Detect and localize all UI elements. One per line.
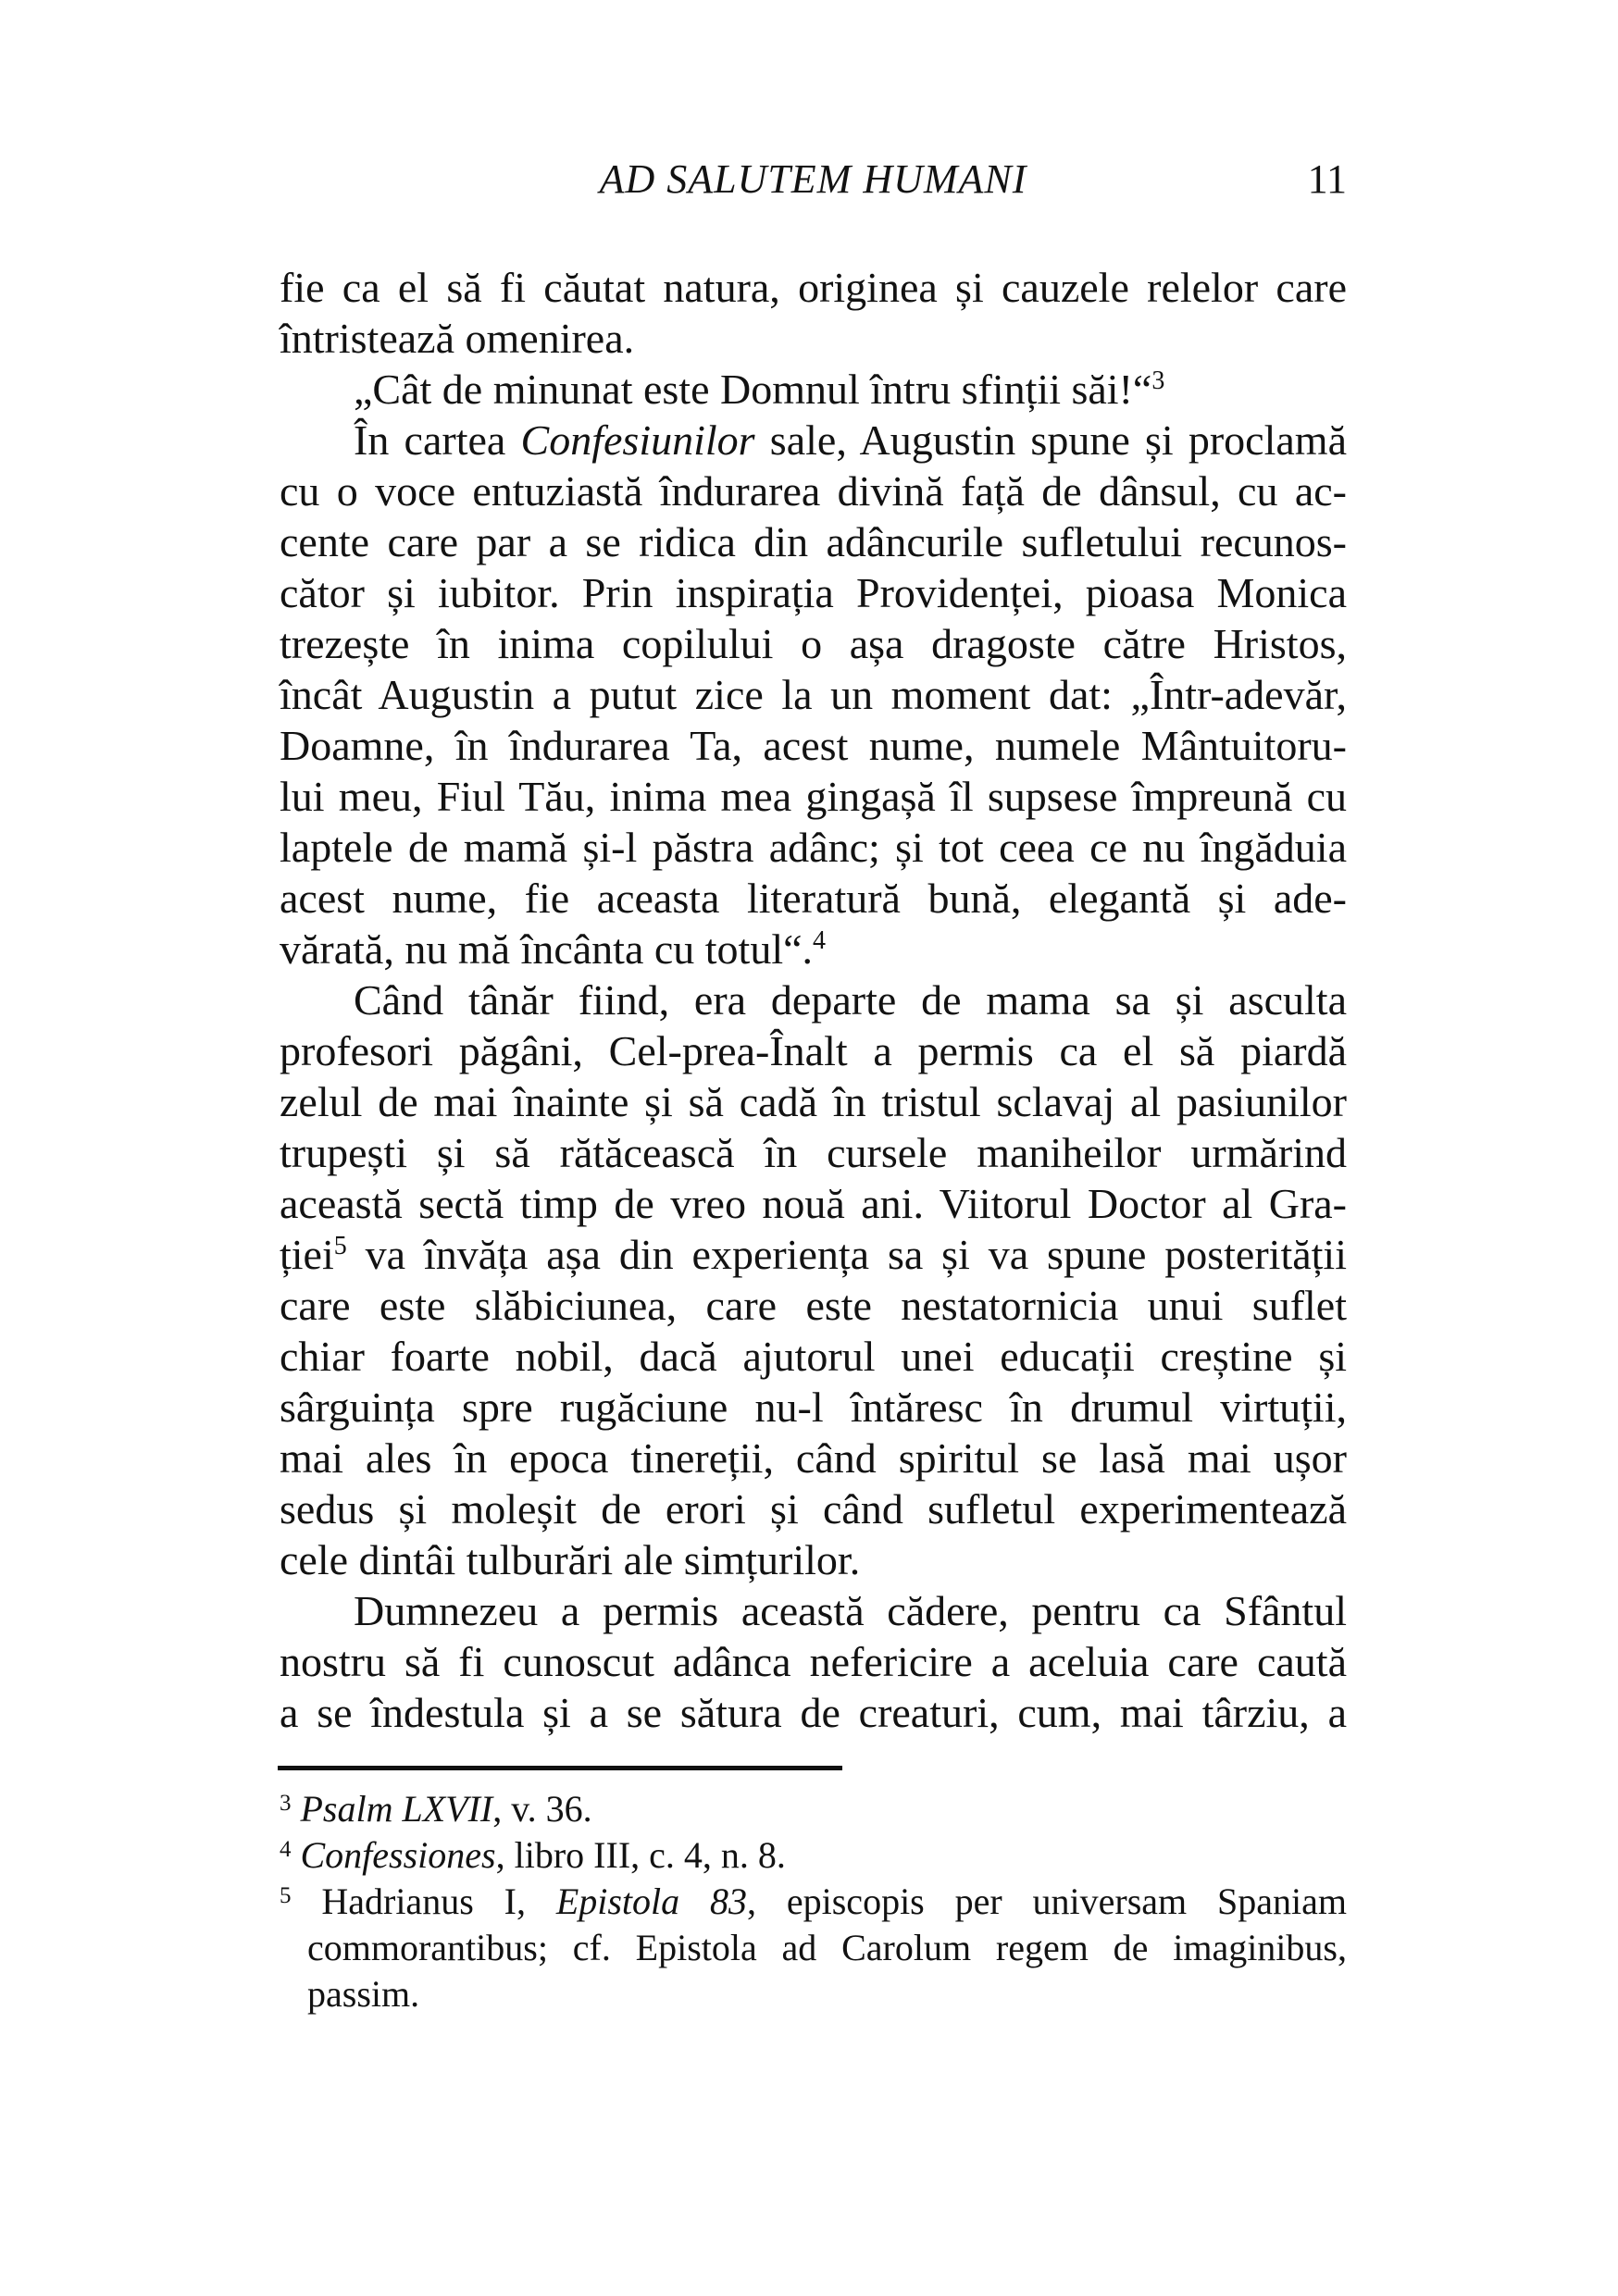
- text-segment: această sectă timp de vreo nouă ani. Viitorul Doctor al Gra-: [280, 1180, 1347, 1227]
- text-segment: încât Augustin a putut zice la un moment dat: „Într-adevăr,: [280, 671, 1347, 718]
- text-line: [280, 720, 1347, 771]
- text-line: [280, 1076, 1347, 1127]
- superscript-note-marker: 3: [1151, 366, 1165, 395]
- text-segment: În cartea: [354, 416, 521, 464]
- page-number: 11: [1307, 156, 1347, 202]
- text-line: [280, 1127, 1347, 1178]
- superscript-note-marker: 5: [280, 1883, 292, 1908]
- text-segment: zelul de mai înainte și să cadă în tristul sclavaj al pasiunilor: [280, 1078, 1347, 1125]
- text-line: [280, 1280, 1347, 1331]
- superscript-note-marker: 4: [813, 926, 827, 955]
- text-line: [280, 1483, 1347, 1534]
- text-segment: Dumnezeu a permis această cădere, pentru ca Sfântul: [354, 1587, 1347, 1634]
- footnote-separator: [278, 1766, 842, 1770]
- superscript-note-marker: 4: [280, 1837, 292, 1862]
- page-header: [280, 155, 1347, 204]
- text-segment: sale, Augustin spune și proclamă: [754, 416, 1347, 464]
- text-segment: fie ca el să fi căutat natura, originea și cauzele relelor care: [280, 264, 1347, 311]
- text-line: [280, 313, 1347, 364]
- text-segment: chiar foarte nobil, dacă ajutorul unei educații creștine și: [280, 1333, 1347, 1380]
- text-line: [280, 1433, 1347, 1483]
- text-line: [280, 873, 1347, 924]
- text-segment: Hadrianus I,: [291, 1880, 556, 1922]
- text-line: [280, 415, 1347, 465]
- text-segment: Doamne, în îndurarea Ta, acest nume, numele Mântuitoru-: [280, 722, 1347, 769]
- text-segment: ției: [280, 1231, 334, 1278]
- text-segment: „Cât de minunat este Domnul întru sfinții săi!“: [354, 366, 1152, 413]
- text-line: [280, 516, 1347, 567]
- text-segment: mai ales în epoca tinereții, când spiritul se lasă mai ușor: [280, 1434, 1347, 1482]
- text-line: [280, 924, 1347, 974]
- text-line: [280, 1229, 1347, 1280]
- running-title: AD SALUTEM HUMANI: [599, 156, 1027, 202]
- text-segment: Confessiones: [300, 1834, 496, 1876]
- text-segment: Psalm LXVII: [300, 1788, 493, 1830]
- text-line: [280, 262, 1347, 313]
- text-segment: sârguința spre rugăciune nu-l întăresc în drumul virtuții,: [280, 1384, 1347, 1431]
- text-line: [280, 465, 1347, 516]
- text-line: [280, 1534, 1347, 1585]
- text-line: [280, 1786, 1347, 1832]
- text-segment: [292, 1788, 301, 1830]
- text-segment: vărată, nu mă încânta cu totul“.: [280, 925, 814, 973]
- text-segment: passim.: [307, 1973, 420, 2015]
- text-segment: cător și iubitor. Prin inspirația Providenței, pioasa Monica: [280, 569, 1347, 616]
- text-line: [280, 1585, 1347, 1636]
- text-line: [280, 364, 1347, 415]
- text-segment: Epistola 83: [555, 1880, 748, 1922]
- superscript-note-marker: 5: [333, 1232, 347, 1260]
- text-segment: acest nume, fie aceasta literatură bună, elegantă și ade-: [280, 875, 1347, 922]
- body-text: [280, 262, 1347, 1738]
- text-line: [280, 1382, 1347, 1433]
- text-segment: cele dintâi tulburări ale simțurilor.: [280, 1536, 861, 1583]
- text-line: [280, 1331, 1347, 1382]
- text-segment: commorantibus; cf. Epistola ad Carolum regem de imaginibus,: [307, 1927, 1347, 1968]
- text-segment: lui meu, Fiul Tău, inima mea gingașă îl supsese împreună cu: [280, 773, 1347, 820]
- text-line: [280, 669, 1347, 720]
- text-segment: a se îndestula și a se sătura de creaturi, cum, mai târziu, a: [280, 1689, 1347, 1736]
- text-segment: laptele de mamă și-l păstra adânc; și tot ceea ce nu îngăduia: [280, 824, 1347, 871]
- text-line: [280, 1687, 1347, 1738]
- text-segment: [292, 1834, 301, 1876]
- text-line: [280, 1025, 1347, 1076]
- text-line: [280, 974, 1347, 1025]
- text-line: [280, 618, 1347, 669]
- text-line: [280, 1925, 1347, 1971]
- text-segment: profesori păgâni, Cel-prea-Înalt a permis ca el să piardă: [280, 1027, 1347, 1074]
- text-segment: nostru să fi cunoscut adânca nefericire a aceluia care caută: [280, 1638, 1347, 1685]
- text-line: [280, 1971, 1347, 2017]
- text-segment: va învăța așa din experiența sa și va spune posterității: [346, 1231, 1347, 1278]
- text-segment: întristează omenirea.: [280, 315, 635, 362]
- text-segment: trupești și să rătăcească în cursele maniheilor urmărind: [280, 1129, 1347, 1176]
- text-line: [280, 1178, 1347, 1229]
- text-segment: , libro III, c. 4, n. 8.: [495, 1834, 786, 1876]
- footnotes: [280, 1786, 1347, 2017]
- text-segment: , v. 36.: [492, 1788, 592, 1830]
- text-line: [280, 1636, 1347, 1687]
- text-segment: Confesiunilor: [520, 416, 755, 464]
- text-segment: sedus și moleșit de erori și când sufletul experimentează: [280, 1485, 1347, 1533]
- text-line: [280, 1879, 1347, 1925]
- text-segment: cente care par a se ridica din adâncurile sufletului recunos-: [280, 518, 1347, 565]
- text-line: [280, 771, 1347, 822]
- text-line: [280, 567, 1347, 618]
- superscript-note-marker: 3: [280, 1791, 292, 1816]
- text-segment: trezește în inima copilului o așa dragoste către Hristos,: [280, 620, 1347, 667]
- text-segment: cu o voce entuziastă îndurarea divină față de dânsul, cu ac-: [280, 467, 1347, 515]
- text-segment: Când tânăr fiind, era departe de mama sa și asculta: [354, 976, 1347, 1024]
- text-line: [280, 822, 1347, 873]
- text-segment: , episcopis per universam Spaniam: [747, 1880, 1348, 1922]
- text-segment: care este slăbiciunea, care este nestatornicia unui suflet: [280, 1282, 1347, 1329]
- text-line: [280, 1832, 1347, 1879]
